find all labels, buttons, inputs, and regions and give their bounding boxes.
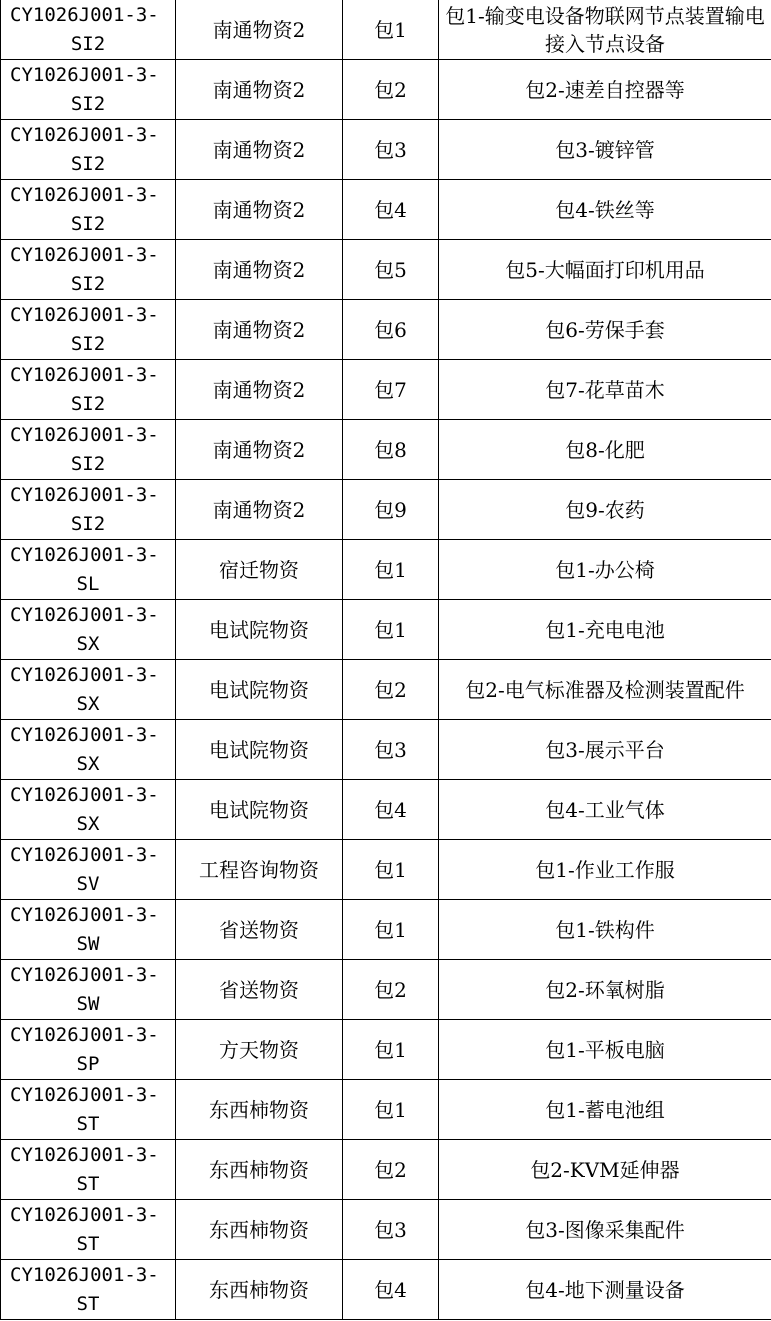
package-cell: 包6	[343, 300, 439, 360]
package-cell: 包5	[343, 240, 439, 300]
package-content-cell: 包1-输变电设备物联网节点装置输电接入节点设备	[439, 0, 771, 60]
table-row	[1, 1140, 771, 1200]
table-row	[1, 360, 771, 420]
batch-code-cell	[1, 660, 176, 720]
batch-code-prefix: CY1026J001-3-	[10, 184, 159, 206]
package-content-cell: 包4-工业气体	[439, 780, 771, 840]
batch-code-suffix: SI2	[70, 153, 106, 175]
table-row	[1, 60, 771, 120]
unit-cell: 南通物资2	[176, 60, 343, 120]
batch-code-suffix: ST	[76, 1293, 100, 1315]
table-row	[1, 420, 771, 480]
batch-code-cell	[1, 1260, 176, 1320]
batch-code-suffix: SI2	[70, 93, 106, 115]
package-content-cell: 包2-速差自控器等	[439, 60, 771, 120]
batch-code-suffix: SX	[76, 753, 100, 775]
batch-code-cell	[1, 1080, 176, 1140]
package-cell: 包2	[343, 60, 439, 120]
batch-code-cell	[1, 60, 176, 120]
batch-code-prefix: CY1026J001-3-	[10, 544, 159, 566]
package-content-cell: 包1-充电电池	[439, 600, 771, 660]
table-row	[1, 300, 771, 360]
batch-code-cell	[1, 300, 176, 360]
batch-code-suffix: SI2	[70, 273, 106, 295]
batch-code-prefix: CY1026J001-3-	[10, 964, 159, 986]
package-cell: 包9	[343, 480, 439, 540]
batch-code-cell	[1, 1200, 176, 1260]
unit-cell: 东西柿物资	[176, 1260, 343, 1320]
table-row	[1, 180, 771, 240]
table-row	[1, 900, 771, 960]
package-cell: 包4	[343, 180, 439, 240]
batch-code-prefix: CY1026J001-3-	[10, 784, 159, 806]
package-content-cell: 包3-图像采集配件	[439, 1200, 771, 1260]
unit-cell: 南通物资2	[176, 180, 343, 240]
batch-code-suffix: SP	[76, 1053, 100, 1075]
batch-code-cell	[1, 1020, 176, 1080]
package-cell: 包7	[343, 360, 439, 420]
unit-cell: 宿迁物资	[176, 540, 343, 600]
batch-code-suffix: SI2	[70, 453, 106, 475]
package-cell: 包1	[343, 900, 439, 960]
package-content-cell: 包1-作业工作服	[439, 840, 771, 900]
unit-cell: 电试院物资	[176, 780, 343, 840]
unit-cell: 电试院物资	[176, 660, 343, 720]
batch-code-cell	[1, 540, 176, 600]
batch-code-suffix: SX	[76, 633, 100, 655]
package-cell: 包3	[343, 1200, 439, 1260]
table-row	[1, 840, 771, 900]
table-row	[1, 960, 771, 1020]
table-row	[1, 1260, 771, 1320]
batch-code-prefix: CY1026J001-3-	[10, 1144, 159, 1166]
batch-code-cell	[1, 960, 176, 1020]
batch-code-suffix: SI2	[70, 333, 106, 355]
batch-code-prefix: CY1026J001-3-	[10, 244, 159, 266]
package-content-cell: 包4-地下测量设备	[439, 1260, 771, 1320]
package-cell: 包4	[343, 1260, 439, 1320]
package-cell: 包3	[343, 720, 439, 780]
batch-code-suffix: SL	[76, 573, 100, 595]
batch-code-cell	[1, 0, 176, 60]
batch-code-prefix: CY1026J001-3-	[10, 424, 159, 446]
table-row	[1, 240, 771, 300]
batch-code-suffix: ST	[76, 1173, 100, 1195]
unit-cell: 电试院物资	[176, 720, 343, 780]
package-content-cell: 包6-劳保手套	[439, 300, 771, 360]
table-row	[1, 780, 771, 840]
package-content-cell: 包8-化肥	[439, 420, 771, 480]
unit-cell: 工程咨询物资	[176, 840, 343, 900]
package-cell: 包2	[343, 960, 439, 1020]
batch-code-cell	[1, 120, 176, 180]
batch-code-prefix: CY1026J001-3-	[10, 844, 159, 866]
unit-cell: 南通物资2	[176, 480, 343, 540]
batch-code-suffix: SW	[76, 933, 100, 955]
batch-code-prefix: CY1026J001-3-	[10, 1264, 159, 1286]
unit-cell: 东西柿物资	[176, 1140, 343, 1200]
package-cell: 包1	[343, 1080, 439, 1140]
package-content-cell: 包1-平板电脑	[439, 1020, 771, 1080]
batch-code-suffix: SX	[76, 813, 100, 835]
package-cell: 包1	[343, 0, 439, 60]
package-cell: 包8	[343, 420, 439, 480]
table-row	[1, 0, 771, 60]
package-content-cell: 包7-花草苗木	[439, 360, 771, 420]
package-content-cell: 包9-农药	[439, 480, 771, 540]
package-content-cell: 包3-展示平台	[439, 720, 771, 780]
unit-cell: 省送物资	[176, 900, 343, 960]
unit-cell: 电试院物资	[176, 600, 343, 660]
batch-code-cell	[1, 180, 176, 240]
unit-cell: 南通物资2	[176, 420, 343, 480]
table-row	[1, 1020, 771, 1080]
batch-code-prefix: CY1026J001-3-	[10, 364, 159, 386]
table-row	[1, 540, 771, 600]
batch-code-prefix: CY1026J001-3-	[10, 304, 159, 326]
unit-cell: 东西柿物资	[176, 1080, 343, 1140]
table-body	[1, 0, 771, 1320]
unit-cell: 南通物资2	[176, 0, 343, 60]
package-content-cell: 包2-环氧树脂	[439, 960, 771, 1020]
table-row	[1, 660, 771, 720]
package-cell: 包1	[343, 1020, 439, 1080]
table-row	[1, 120, 771, 180]
batch-code-suffix: SI2	[70, 393, 106, 415]
batch-code-cell	[1, 720, 176, 780]
unit-cell: 南通物资2	[176, 360, 343, 420]
package-content-cell: 包4-铁丝等	[439, 180, 771, 240]
batch-code-prefix: CY1026J001-3-	[10, 64, 159, 86]
batch-code-suffix: SI2	[70, 513, 106, 535]
package-cell: 包4	[343, 780, 439, 840]
batch-code-prefix: CY1026J001-3-	[10, 1024, 159, 1046]
package-content-cell: 包5-大幅面打印机用品	[439, 240, 771, 300]
package-cell: 包2	[343, 1140, 439, 1200]
batch-code-suffix: ST	[76, 1113, 100, 1135]
table-row	[1, 720, 771, 780]
unit-cell: 省送物资	[176, 960, 343, 1020]
batch-code-prefix: CY1026J001-3-	[10, 4, 159, 26]
unit-cell: 方天物资	[176, 1020, 343, 1080]
batch-code-suffix: ST	[76, 1233, 100, 1255]
batch-code-prefix: CY1026J001-3-	[10, 484, 159, 506]
batch-code-prefix: CY1026J001-3-	[10, 664, 159, 686]
batch-code-cell	[1, 360, 176, 420]
package-cell: 包1	[343, 540, 439, 600]
batch-code-cell	[1, 480, 176, 540]
batch-code-prefix: CY1026J001-3-	[10, 604, 159, 626]
unit-cell: 南通物资2	[176, 300, 343, 360]
batch-code-prefix: CY1026J001-3-	[10, 124, 159, 146]
batch-code-prefix: CY1026J001-3-	[10, 1084, 159, 1106]
batch-code-cell	[1, 240, 176, 300]
unit-cell: 南通物资2	[176, 120, 343, 180]
package-content-cell: 包2-KVM延伸器	[439, 1140, 771, 1200]
batch-code-suffix: SV	[76, 873, 100, 895]
batch-code-suffix: SI2	[70, 213, 106, 235]
batch-code-cell	[1, 780, 176, 840]
unit-cell: 东西柿物资	[176, 1200, 343, 1260]
batch-code-cell	[1, 900, 176, 960]
batch-code-cell	[1, 840, 176, 900]
package-cell: 包2	[343, 660, 439, 720]
package-content-cell: 包1-铁构件	[439, 900, 771, 960]
package-content-cell: 包1-蓄电池组	[439, 1080, 771, 1140]
batch-code-cell	[1, 420, 176, 480]
package-cell: 包1	[343, 840, 439, 900]
table-row	[1, 1080, 771, 1140]
package-cell: 包1	[343, 600, 439, 660]
batch-code-prefix: CY1026J001-3-	[10, 724, 159, 746]
package-content-cell: 包2-电气标准器及检测装置配件	[439, 660, 771, 720]
table-row	[1, 1200, 771, 1260]
batch-code-cell	[1, 600, 176, 660]
package-content-cell: 包3-镀锌管	[439, 120, 771, 180]
table-row	[1, 600, 771, 660]
unit-cell: 南通物资2	[176, 240, 343, 300]
table-row	[1, 480, 771, 540]
batch-code-prefix: CY1026J001-3-	[10, 904, 159, 926]
batch-code-suffix: SW	[76, 993, 100, 1015]
batch-code-suffix: SI2	[70, 33, 106, 55]
batch-code-suffix: SX	[76, 693, 100, 715]
batch-code-prefix: CY1026J001-3-	[10, 1204, 159, 1226]
batch-code-cell	[1, 1140, 176, 1200]
package-cell: 包3	[343, 120, 439, 180]
package-content-cell: 包1-办公椅	[439, 540, 771, 600]
